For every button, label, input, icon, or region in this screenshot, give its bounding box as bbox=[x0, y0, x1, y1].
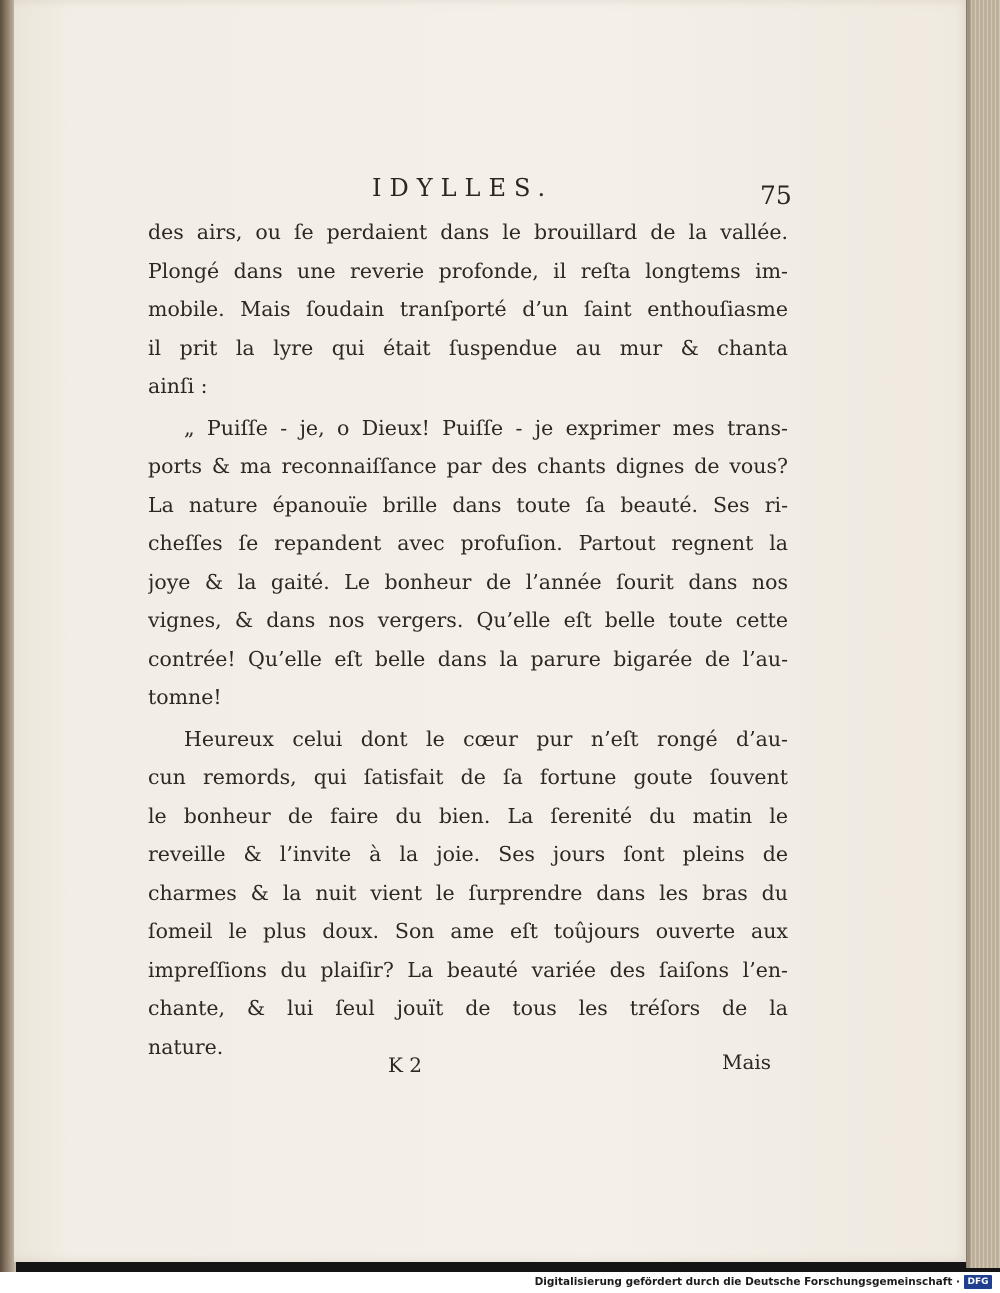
running-title: IDYLLES. bbox=[372, 174, 554, 202]
text-line: impreſſions du plaiſir? La beauté variée des ſaiſons l’en- bbox=[148, 957, 788, 982]
text-line: ainſi : bbox=[148, 374, 208, 398]
funding-credit: Digitalisierung gefördert durch die Deutsche Forschungsgemeinschaft · bbox=[534, 1276, 960, 1288]
page-number: 75 bbox=[760, 181, 792, 210]
page-edge-shadow bbox=[966, 0, 972, 1268]
paragraph-2 bbox=[148, 409, 788, 717]
dfg-logo-icon: DFG bbox=[964, 1275, 992, 1289]
text-line: des airs, ou ſe perdaient dans le brouillard de la vallée. bbox=[148, 220, 788, 244]
text-line: ſomeil le plus doux. Son ame eſt toûjours ouverte aux bbox=[148, 919, 788, 943]
text-line: La nature épanouïe brille dans toute ſa beauté. Ses ri- bbox=[148, 492, 788, 517]
paragraph-3 bbox=[148, 720, 788, 1067]
text-line: Heureux celui dont le cœur pur n’eſt rongé d’au- bbox=[184, 726, 788, 751]
text-line: contrée! Qu’elle eſt belle dans la parure bigarée de l’au- bbox=[148, 646, 788, 671]
text-line: Plongé dans une reverie profonde, il reſta longtems im- bbox=[148, 258, 788, 283]
text-line: chante, & lui ſeul jouït de tous les tréſors de la bbox=[148, 996, 788, 1020]
catchword: Mais bbox=[722, 1050, 772, 1074]
text-line: joye & la gaité. Le bonheur de l’année ſourit dans nos bbox=[148, 569, 788, 594]
text-line: charmes & la nuit vient le ſurprendre dans les bras du bbox=[148, 880, 788, 905]
body-text bbox=[148, 213, 788, 1066]
text-line: mobile. Mais ſoudain tranſporté d’un ſaint enthouſiasme bbox=[148, 297, 788, 321]
paragraph-1 bbox=[148, 213, 788, 406]
text-line: cheſſes ſe repandent avec profuſion. Partout regnent la bbox=[148, 531, 788, 555]
text-line: vignes, & dans nos vergers. Qu’elle eſt belle toute cette bbox=[148, 608, 788, 632]
text-line: ports & ma reconnaiſſance par des chants dignes de vous? bbox=[148, 454, 788, 478]
signature-mark: K 2 bbox=[388, 1053, 423, 1077]
text-line: le bonheur de faire du bien. La ſerenité du matin le bbox=[148, 803, 788, 828]
text-line: il prit la lyre qui était ſuspendue au mur & chanta bbox=[148, 335, 788, 360]
text-line: „ Puiſſe - je, o Dieux! Puiſſe - je exprimer mes trans- bbox=[184, 415, 788, 440]
text-line: cun remords, qui ſatisfait de ſa fortune goute ſouvent bbox=[148, 765, 788, 789]
text-line: nature. bbox=[148, 1034, 224, 1059]
text-line: tomne! bbox=[148, 685, 222, 709]
text-line: reveille & l’invite à la joie. Ses jours ſont pleins de bbox=[148, 842, 788, 866]
